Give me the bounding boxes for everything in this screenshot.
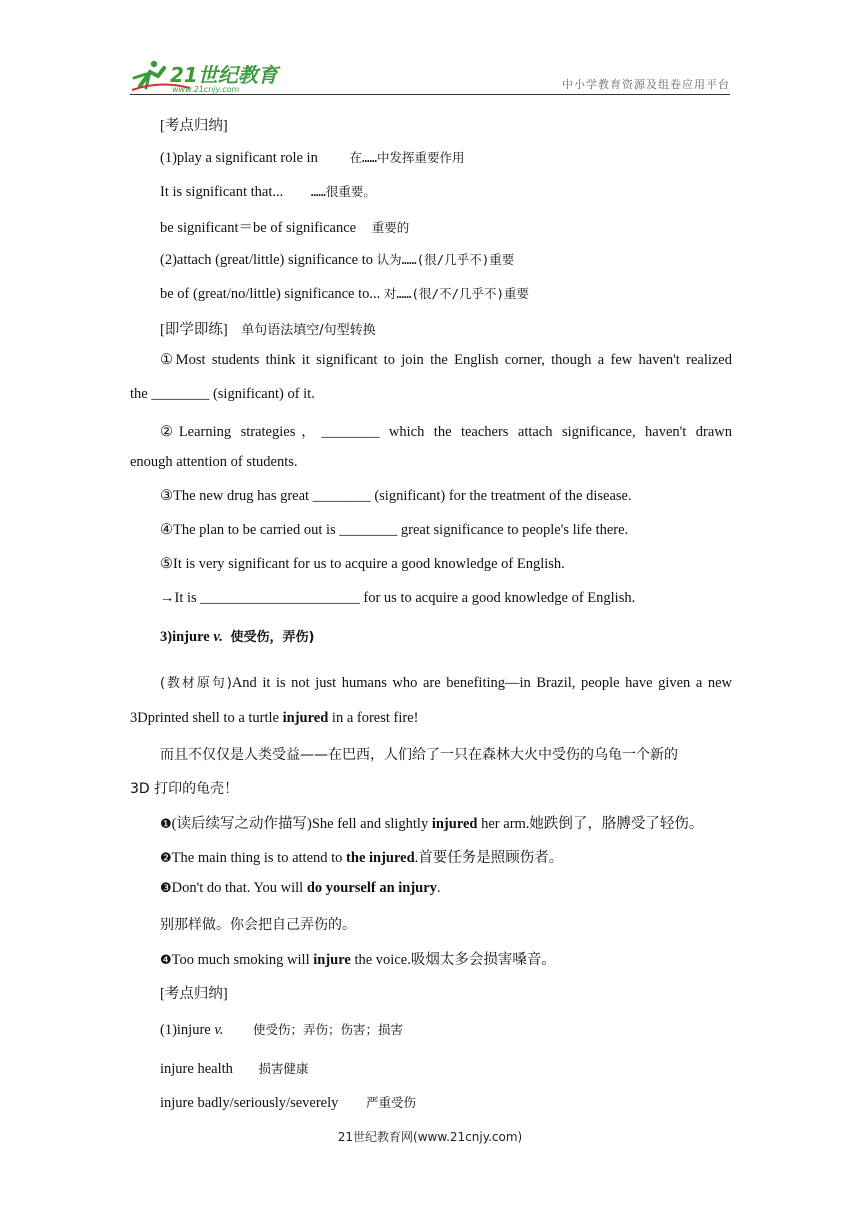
question-2: ②Learning strategies，________ which the teachers attach significance, haven't drawn <box>160 424 732 440</box>
head-meaning: 使受伤，弄伤) <box>230 630 315 645</box>
word-heading <box>160 626 314 646</box>
example-2 <box>160 846 563 867</box>
header-divider <box>130 94 730 95</box>
note-line <box>160 1059 309 1078</box>
text-part: (读后续写之动作描写)She fell and slightly <box>171 816 432 832</box>
question-5-transform: →It is ______________________ for us to acquire a good knowledge of English. <box>160 590 636 606</box>
text-part: her arm.她跌倒了，胳膊受了轻伤。 <box>477 816 704 832</box>
platform-name: 中小学教育资源及组卷应用平台 <box>562 78 730 91</box>
text-part: 3Dprinted shell to a turtle <box>130 710 283 726</box>
section-title: [考点归纳] <box>160 118 228 134</box>
keyword: injure <box>313 952 351 968</box>
page-footer: 21世纪教育网(www.21cnjy.com) <box>337 1130 523 1144</box>
note-line <box>160 1020 403 1039</box>
logo-text: 21世纪教育 <box>170 63 278 87</box>
question-4: ④The plan to be carried out is ________ great significance to people's life there. <box>160 522 629 538</box>
note-en: (1)play a significant role in <box>160 150 318 166</box>
question-1: ①Most students think it significant to join the English corner, though a few haven't realized <box>160 352 732 368</box>
note-en: injure health <box>160 1061 233 1077</box>
practice-subtitle: 单句语法填空/句型转换 <box>241 323 376 338</box>
textbook-label: (教材原句) <box>160 676 232 691</box>
note-line <box>160 284 529 303</box>
note-en: (2)attach (great/little) significance to <box>160 252 373 268</box>
text-part: in a forest fire! <box>328 710 419 726</box>
example-number: ❸ <box>160 881 172 896</box>
question-2-cont: enough attention of students. <box>130 454 298 470</box>
translation-cont: 3D 打印的龟壳！ <box>130 781 239 797</box>
note-en: be significant＝be of significance <box>160 220 357 236</box>
note-line <box>160 250 514 269</box>
note-line <box>160 148 465 167</box>
keyword: the injured <box>346 850 415 866</box>
textbook-text: And it is not just humans who are benefiting—in Brazil, people have given a new <box>231 675 732 691</box>
text-part: Don't do that. You will <box>171 880 307 896</box>
question-3: ③The new drug has great ________ (significant) for the treatment of the disease. <box>160 488 632 504</box>
practice-title <box>160 318 376 339</box>
example-1 <box>160 812 703 833</box>
note-cn: 对……(很/不/几乎不)重要 <box>383 286 530 301</box>
practice-label: [即学即练] <box>160 322 228 338</box>
text-part: the voice.吸烟太多会损害嗓音。 <box>350 952 556 968</box>
head-word: 3)injure <box>160 629 210 645</box>
page-header <box>130 52 730 96</box>
example-number: ❹ <box>160 953 172 968</box>
note-cn: 重要的 <box>371 220 410 235</box>
note-pos: v. <box>214 1022 224 1038</box>
text-part: The main thing is to attend to <box>171 850 347 866</box>
textbook-sentence-cont <box>130 710 418 727</box>
note-cn: 认为……(很/几乎不)重要 <box>376 252 515 267</box>
note-line <box>160 216 409 237</box>
note-cn: 严重受伤 <box>366 1095 417 1110</box>
note-en: be of (great/no/little) significance to... <box>160 286 381 302</box>
example-3 <box>160 880 441 897</box>
note-line <box>160 1093 416 1112</box>
text-part: . <box>436 880 441 896</box>
keyword: do yourself an injury <box>306 880 437 896</box>
example-number: ❷ <box>160 851 172 866</box>
question-1-cont: the ________ (significant) of it. <box>130 386 315 402</box>
example-3-translation: 别那样做。你会把自己弄伤的。 <box>160 917 356 933</box>
note-cn: 在……中发挥重要作用 <box>349 150 465 165</box>
note-en: It is significant that... <box>160 184 284 200</box>
site-logo <box>130 58 290 94</box>
note-en: injure badly/seriously/severely <box>160 1095 339 1111</box>
section-title: [考点归纳] <box>160 986 228 1002</box>
keyword: injured <box>431 816 478 832</box>
text-part: Too much smoking will <box>171 952 314 968</box>
question-5: ⑤It is very significant for us to acquire a good knowledge of English. <box>160 556 565 572</box>
text-part: .首要任务是照顾伤者。 <box>414 850 564 866</box>
logo-url: www.21cnjy.com <box>172 85 240 94</box>
head-pos: v. <box>213 629 223 645</box>
note-cn: ……很重要。 <box>310 184 376 199</box>
translation: 而且不仅仅是人类受益——在巴西，人们给了一只在森林大火中受伤的乌龟一个新的 <box>160 747 678 763</box>
textbook-sentence <box>160 672 732 692</box>
keyword: injured <box>282 710 329 726</box>
note-en: (1)injure <box>160 1022 211 1038</box>
note-line <box>160 182 376 201</box>
note-cn: 使受伤；弄伤；伤害；损害 <box>252 1022 403 1037</box>
example-4 <box>160 948 556 969</box>
note-cn: 损害健康 <box>258 1061 309 1076</box>
example-number: ❶ <box>160 817 172 832</box>
